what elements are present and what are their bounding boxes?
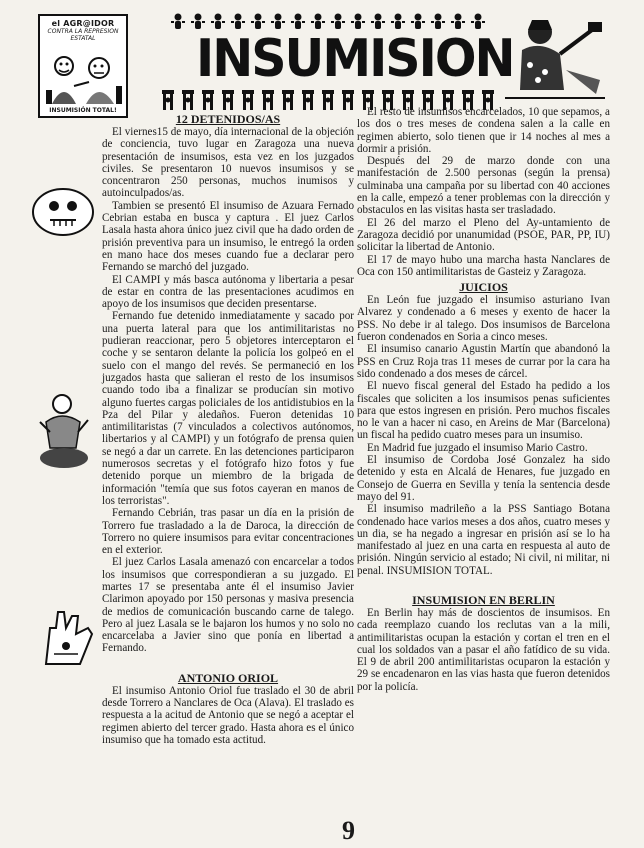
skull-doodle-icon [30, 186, 96, 238]
paragraph: El 26 del marzo el Pleno del Ay-untamiento de Zaragoza decidió por unanumidad (PSOE, PAR, PP, IU) solicitar la libertad de Antonio. [357, 216, 610, 254]
paragraph: En León fue juzgado el insumiso asturiano Ivan Alvarez y condenado a 6 meses y exento de hacer la PSS. No debe ir al talego. Dos insumisos de Barcelona fueron condenados en Soria a cinco meses. [357, 294, 610, 344]
logo-cartoon-icon [44, 46, 124, 106]
logo-agraviador [38, 14, 128, 118]
page-title: INSUMISION [196, 28, 514, 89]
paragraph: Fernando fue detenido inmediatamente y sacado por una puerta lateral para que los antimilitaristas no pudieran reaccionar, pero 5 objetores interceptaron el coche y se sentaron delante la policía los golpeó en el suelo con el mango del revés. Se permaneció en los juzgados hasta que salieran el resto de los insumisos cuando todo iba a finalizar se producían sin motivo alguno fuertes cargas policiales de los antidistubios en la Pza del Pilar y aledaños. Fueron detenidas 10 antimilitaristas (7 vinculados a colectivos autónomos, libertarios y al CAMPI) y un fotógrafo de prensa quien se negó a dar un carrete. En las detenciones participaron numerosos secretas y el fotógrafo hizo fotos y fue detenido porque un miembro de la brigada de información "temía que sus fotos cayeran en manos de los terroristas". [102, 310, 354, 507]
right-column [357, 106, 610, 693]
paragraph: Después del 29 de marzo donde con una manifestación de 2.500 personas (según la prensa) culminaba una campaña por su libertad con 40 acciones en la calle, empezó a tener problemas con la dirección y obstaculos en las visitas hasta ser trasladado. [357, 155, 610, 217]
section-heading-berlin: INSUMISION EN BERLIN [412, 592, 555, 607]
section-heading-detenidos: 12 DETENIDOS/AS [175, 112, 281, 126]
paragraph: El 17 de mayo hubo una marcha hasta Nanclares de Oca con 150 antimilitaristas de Gasteiz y Zaragoza. [357, 253, 610, 278]
page-number: 9 [342, 816, 355, 845]
paragraph: Tambien se presentó El insumiso de Azuara Fernado Cebrian estaba en busca y captura . El juez Carlos Lasala hasta ahora único juez civil que ha dado orden de prisión preventiva para un insumiso, le entregó la orden en mano hace dos meses cuando fue a declarar pero Fernando se marchó del juzgado. [102, 199, 354, 274]
logo-title-line1: el AGR@IDOR [51, 19, 115, 28]
paragraph: El insumiso de Cordoba José Gonzalez ha sido detenido y esta en Alcalá de Henares, fue juzgado en Consejo de Guerra en Sevilla y tenía la sentencia desde mayo del 91. [357, 454, 610, 503]
paragraph: Fernando Cebrián, tras pasar un día en la prisión de Torrero fue trasladado a la de Daroca, la dirección de Torrero no quiere insumisos para evitar concentraciones en el exterior. [102, 507, 354, 557]
figure-doodle-icon [36, 392, 94, 470]
logo-footer: INSUMISIÓN TOTAL! [49, 107, 117, 114]
section-heading-antonio-oriol: ANTONIO ORIOL [177, 670, 279, 685]
paragraph: En Berlin hay más de doscientos de insumisos. En cada reemplazo cuando los reclutas van a la mili, antimilitaristas ocupan la estación y cortan el tren en el cual los soldados van a pasar el año fatídico de su vida. El 9 de abril 200 antimilitaristas ocuparon la estación y 29 se encadenaron en las vias hasta que fueron detenidos por la policía. [357, 606, 610, 693]
left-column [102, 112, 354, 746]
paragraph: El nuevo fiscal general del Estado ha pedido a los fiscales que soliciten a los insumisos penas suficientes para que estos ingresen en prisión. Pero muchos fiscales no le van a hacer ni caso, en Areins de Mar (Barcelona) un fiscal ha pedido cuatro meses para un insumiso. [357, 380, 610, 442]
paragraph: El insumiso madrileño a la PSS Santiago Botana condenado hace varios meses a dos años, cuatro meses y un dia, se ha negado a ingresar en prisión así se lo ha manifestado al juez en una carta en respuesta al auto de prisión. Ningún servicio al estado; Ni civil, ni militar, ni penal. INSUMISION TOTAL. [357, 503, 610, 577]
section-heading-juicios: JUICIOS [459, 280, 508, 295]
paragraph: El insumiso canario Agustin Martín que abandonó la PSS en Cruz Roja tras 11 meses de currar por la cara ha sido condenado a dos meses de cárcel. [357, 343, 610, 380]
logo-title-line3: ESTATAL [70, 35, 96, 42]
paragraph: El insumiso Antonio Oriol fue traslado el 30 de abril desde Torrero a Nanclares de Oca (Alava). El traslado es respuesta a la acitud de Antonio que se negó a aceptar el regimen abierto del tercer grado. Hasta ahora es el único insumiso que ha tomado esta actitud. [102, 684, 354, 746]
paragraph: El CAMPI y más basca autónoma y libertaria a pesar de estar en contra de las presentaciones acudimos en apoyo de los insumisos que deciden presentarse. [102, 273, 354, 311]
paragraph: El viernes15 de mayo, día internacional de la objeción de conciencia, tuvo lugar en Zaragoza una nueva presentación de insumisos, esta vez en los juzgados civiles. Se presentaron 10 nuevos insumisos y se concentraron 250 personas, muchos inumisos y autoinculpados/as. [102, 126, 354, 200]
paragraph: El juez Carlos Lasala amenazó con encarcelar a todos los insumisos que correspondieran a su juzgado. El martes 17 se presentaba ante él el insumiso Javier Clarimon apoyado por 150 personas y masiva presencia de medios de comunicación buscando carne de talego. Pero al juez Lasala se le bajaron los humos y no solo no encarcelaba a Javier sino que ponía en libertad a Fernando. [102, 556, 354, 655]
hand-doodle-icon [36, 606, 98, 666]
logo-title-line2: CONTRA LA REPRESION [47, 28, 119, 35]
paragraph: El resto de insumisos encarcelados, 10 que sepamos, a los dos o tres meses de condena salen a la calle en regimen abierto, solo tienen que ir 14 noches al mes a dormir a prisión. [357, 106, 610, 155]
soldier-cartoon-icon [500, 10, 610, 102]
paragraph: En Madrid fue juzgado el insumiso Mario Castro. [367, 441, 588, 454]
